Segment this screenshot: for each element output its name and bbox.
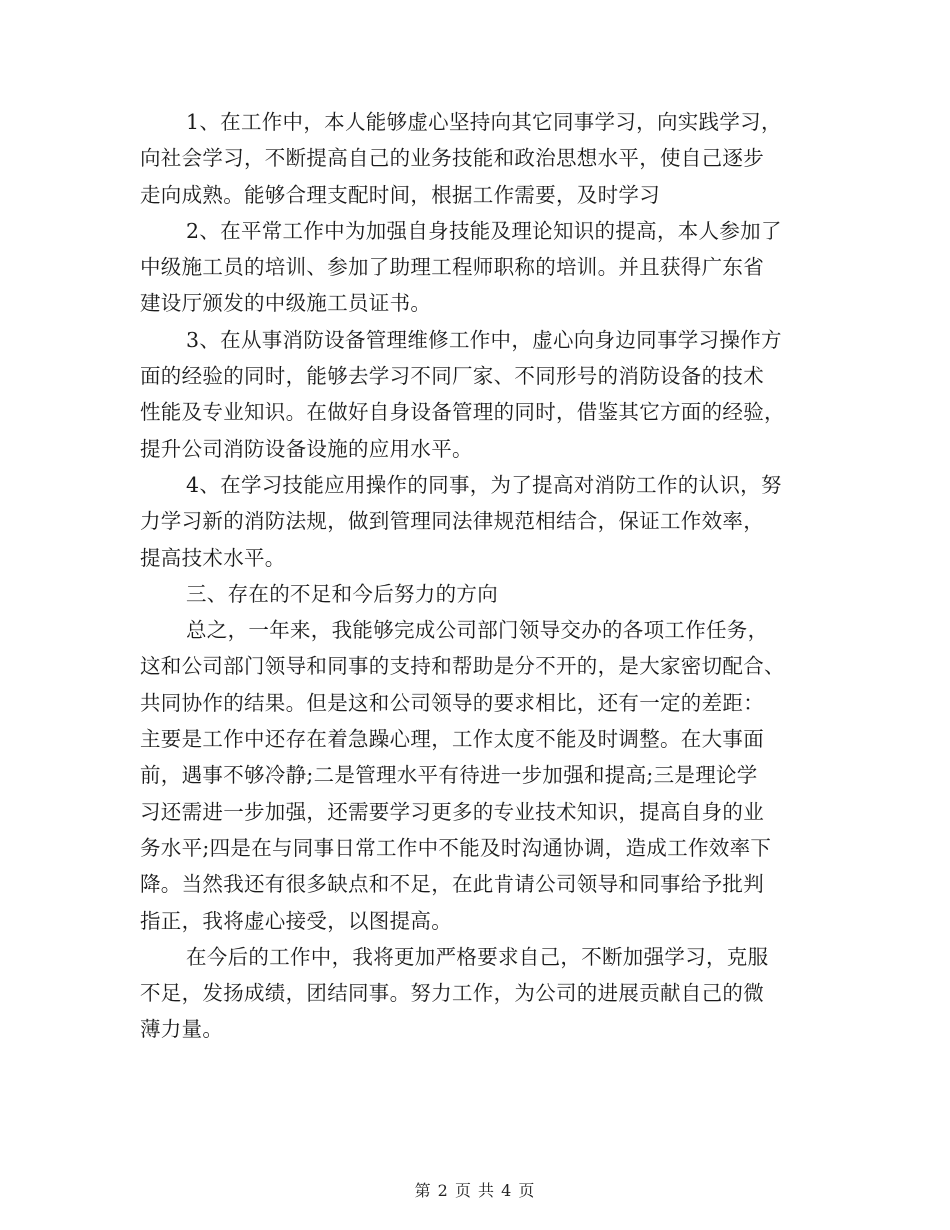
text-line: 前，遇事不够冷静;二是管理水平有待进一步加强和提高;三是理论学 [140, 763, 758, 788]
text-line: 提高技术水平。 [140, 545, 286, 570]
text-line: 建设厅颁发的中级施工员证书。 [140, 291, 432, 316]
text-line: 总之，一年来，我能够完成公司部门领导交办的各项工作任务， [186, 618, 769, 643]
text-line: 薄力量。 [140, 1017, 224, 1042]
text-line: 1、在工作中，本人能够虚心坚持向其它同事学习，向实践学习， [186, 110, 782, 134]
text-line: 向社会学习，不断提高自己的业务技能和政治思想水平，使自己逐步 [140, 146, 764, 171]
text-line: 不足，发扬成绩，团结同事。努力工作，为公司的进展贡献自己的微 [140, 981, 764, 1006]
text-line: 中级施工员的培训、参加了助理工程师职称的培训。并且获得广东省 [140, 255, 764, 280]
text-line: 务水平;四是在与同事日常工作中不能及时沟通协调，造成工作效率下 [140, 835, 772, 860]
text-line: 在今后的工作中，我将更加严格要求自己，不断加强学习，克服 [186, 944, 769, 969]
text-line: 4、在学习技能应用操作的同事，为了提高对消防工作的认识，努 [186, 472, 782, 497]
text-line: 力学习新的消防法规，做到管理同法律规范相结合，保证工作效率， [140, 509, 764, 534]
text-line: 共同协作的结果。但是这和公司领导的要求相比，还有一定的差距： [140, 690, 764, 715]
text-line: 主要是工作中还存在着急躁心理，工作太度不能及时调整。在大事面 [140, 727, 764, 752]
text-line: 习还需进一步加强，还需要学习更多的专业技术知识，提高自身的业 [140, 799, 764, 824]
text-line: 面的经验的同时，能够去学习不同厂家、不同形号的消防设备的技术 [140, 364, 764, 389]
text-line: 提升公司消防设备设施的应用水平。 [140, 436, 473, 461]
text-line: 走向成熟。能够合理支配时间，根据工作需要，及时学习 [140, 182, 660, 207]
text-line: 这和公司部门领导和同事的支持和帮助是分不开的，是大家密切配合、 [140, 654, 785, 679]
text-line: 指正，我将虚心接受，以图提高。 [140, 908, 452, 933]
text-line: 性能及专业知识。在做好自身设备管理的同时，借鉴其它方面的经验， [140, 400, 785, 425]
text-line: 3、在从事消防设备管理维修工作中，虚心向身边同事学习操作方 [186, 327, 782, 352]
document-body [140, 104, 808, 1048]
page-footer: 第 2 页 共 4 页 [414, 1181, 536, 1200]
text-line: 降。当然我还有很多缺点和不足，在此肯请公司领导和同事给予批判 [140, 872, 764, 897]
text-line: 三、存在的不足和今后努力的方向 [186, 581, 498, 606]
text-line: 2、在平常工作中为加强自身技能及理论知识的提高，本人参加了 [186, 218, 782, 243]
